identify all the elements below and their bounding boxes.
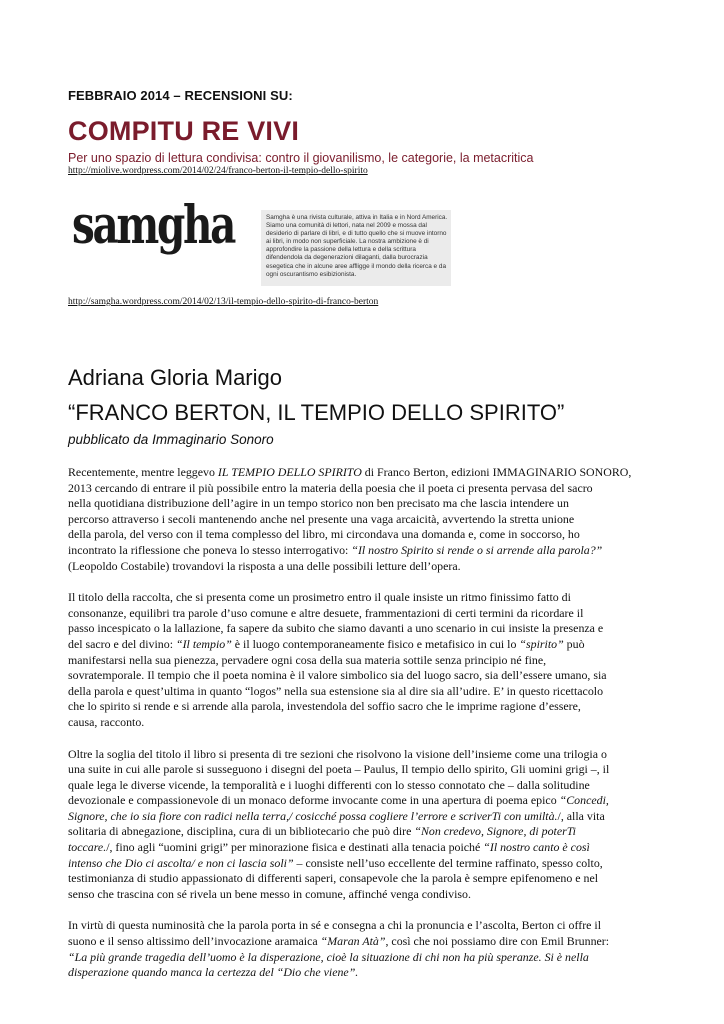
text-segment: sovratemporale. Il tempio che il poeta nomina è il valore simbolico sia del luogo sacro, sia dell’essere umano, sia	[68, 668, 607, 683]
italic-text: IL TEMPIO DELLO SPIRITO	[217, 465, 362, 479]
paragraph-line	[68, 684, 656, 700]
italic-text: intenso che Dio ci ascolta/ e non ci lascia soli”	[68, 855, 294, 870]
paragraph-line	[68, 747, 656, 763]
italic-text: “Il nostro canto è così	[483, 840, 590, 855]
text-segment: del sacro e del divino:	[68, 636, 176, 651]
text-segment: solitaria di abnegazione, disciplina, cura di un bibliotecario che può dire	[68, 824, 415, 839]
text-segment: /, alla vita	[557, 808, 605, 823]
samgha-logo: samgha	[72, 195, 235, 256]
paragraph-line	[68, 637, 656, 653]
text-segment: causa, racconto.	[68, 714, 145, 729]
samgha-link[interactable]: http://samgha.wordpress.com/2014/02/13/il-tempio-dello-spirito-di-franco-berton	[68, 297, 379, 307]
text-segment: (Leopoldo Costabile) trovandovi la risposta a una delle possibili letture dell’opera.	[68, 558, 461, 573]
article-paragraph	[68, 465, 656, 574]
paragraph-line	[68, 950, 656, 966]
text-segment: suono e il senso altissimo dell’invocazione aramaica	[68, 934, 321, 949]
text-segment: , così che noi possiamo dire con Emil Brunner:	[385, 934, 610, 949]
text-segment: manifestarsi nella sua pienezza, pervadere ogni cosa della sua materia sottile senza principio né fine,	[68, 652, 547, 667]
article-paragraph	[68, 747, 656, 903]
text-segment: – consiste nell’uso eccellente del termine raffinato, spesso colto,	[293, 855, 603, 870]
paragraph-line	[68, 699, 656, 715]
text-segment: quale lega le diverse vicende, la temporalità e i luoghi differenti con lo stesso connotato che – dalla solitudine	[68, 777, 590, 792]
text-segment: In virtù di questa numinosità che la parola porta in sé e consegna a chi la pronuncia e l’ascolta, Berton ci offre il	[68, 918, 602, 933]
text-segment: Il titolo della raccolta, che si presenta come un prosimetro entro il quale insiste un ritmo finissimo fatto di	[68, 590, 571, 605]
paragraph-line	[68, 824, 656, 840]
article-body	[68, 465, 656, 997]
paragraph-line	[68, 840, 656, 856]
paragraph-line	[68, 965, 656, 981]
text-segment: consonanze, equilibri tra parole d’uso comune e altre desuete, frammentazioni di certi termini da ricordare il	[68, 605, 584, 620]
text-segment: Recentemente, mentre leggevo	[68, 465, 218, 479]
text-segment: 2013 cercando di entrare il più possibile entro la materia della poesia che il poeta ci presenta pervasa del sacro	[68, 480, 593, 495]
paragraph-line	[68, 871, 656, 887]
paragraph-line	[68, 465, 656, 481]
text-segment: della parola, del verso con il tema complesso del libro, mi circondava una domanda e, come in soccorso, ho	[68, 527, 580, 542]
article-title: “FRANCO BERTON, IL TEMPIO DELLO SPIRITO”	[68, 400, 565, 425]
paragraph-line	[68, 762, 656, 778]
italic-text: “La più grande tragedia dell’uomo è la disperazione, cioè la situazione di chi non ha più speranze. Si è nella	[68, 949, 589, 964]
compitu-link[interactable]: http://miolive.wordpress.com/2014/02/24/franco-berton-il-tempio-dello-spirito	[68, 166, 368, 176]
italic-text: “Concedi,	[559, 793, 609, 808]
site-title: COMPITU RE VIVI	[68, 116, 300, 146]
paragraph-line	[68, 918, 656, 934]
review-date-header: FEBBRAIO 2014 – RECENSIONI SU:	[68, 88, 293, 103]
paragraph-line	[68, 934, 656, 950]
italic-text: toccare.	[68, 840, 107, 855]
paragraph-line	[68, 527, 656, 543]
paragraph-line	[68, 559, 656, 575]
italic-text: “Il tempio”	[175, 636, 232, 651]
paragraph-line	[68, 621, 656, 637]
italic-text: disperazione quando manca la certezza del “Dio che viene”.	[68, 965, 359, 980]
text-segment: che lo spirito si rende e si arrende alla parola, investendola del soffio sacro che le imprime ragione d’essere,	[68, 699, 581, 714]
site-subtitle: Per uno spazio di lettura condivisa: contro il giovanilismo, le categorie, la metacritica	[68, 151, 534, 165]
paragraph-line	[68, 481, 656, 497]
text-segment: Oltre la soglia del titolo il libro si presenta di tre sezioni che risolvono la visione dell’insieme come una trilogia o	[68, 746, 607, 761]
article-paragraph	[68, 590, 656, 730]
text-segment: è il luogo contemporaneamente fisico e metafisico in cui lo	[231, 636, 520, 651]
paragraph-line	[68, 496, 656, 512]
italic-text: Signore, che io sia fiore con radici nella terra,/ cosicché possa cogliere l’errore e scriverTi con umiltà.	[68, 808, 558, 823]
article-author: Adriana Gloria Marigo	[68, 365, 282, 390]
paragraph-line	[68, 668, 656, 684]
paragraph-line	[68, 778, 656, 794]
text-segment: devozionale e compassionevole di un monaco deforme invocante come in una apertura di poema epico	[68, 793, 560, 808]
italic-text: “spirito”	[519, 636, 564, 651]
text-segment: incontrato la riflessione che poneva lo stesso interrogativo:	[68, 542, 352, 557]
paragraph-line	[68, 715, 656, 731]
paragraph-line	[68, 512, 656, 528]
text-segment: /, fino agli “uomini grigi” per minorazione fisica e destinati alla tenacia poiché	[106, 840, 484, 855]
text-segment: percorso attraverso i secoli mantenendo anche nel presente una vaga arcaicità, avvertendo la stretta unione	[68, 511, 575, 526]
italic-text: “Non credevo, Signore, di poterTi	[414, 824, 576, 839]
text-segment: della parola e quest’ultima in quanto “logos” nella sua estensione sia al dire sia all’udire. E’ in questo ricettacolo	[68, 683, 604, 698]
text-segment: senso che trascina con sé rivela un bene messo in comune, affinché venga condiviso.	[68, 886, 471, 901]
article-published-by: pubblicato da Immaginario Sonoro	[68, 432, 274, 447]
paragraph-line	[68, 590, 656, 606]
paragraph-line	[68, 653, 656, 669]
italic-text: “Maran Atà”	[320, 934, 386, 949]
text-segment: passo incespicato o la lallazione, fa sapere da subito che siamo davanti a uno scenario in cui insiste la presenza e	[68, 621, 604, 636]
paragraph-line	[68, 543, 656, 559]
samgha-description: Samgha è una rivista culturale, attiva in Italia e in Nord America. Siamo una comunità di lettori, nata nel 2009 e mossa dal desiderio di parlare di libri, e di tutto quello che si muove intorno ai libri, in modo non superficiale. La nostra ambizione è di approfondire la passione della lettura e della scrittura difendendola da degenerazioni dilaganti, dalla burocrazia esegetica che in alcune aree affligge il mondo della ricerca e da ogni oscurantismo esibizionista.	[266, 214, 448, 278]
text-segment: nella quotidiana distribuzione dell’agire in un tempo storico non ben precisato ma che lascia intendere un	[68, 496, 569, 511]
paragraph-line	[68, 887, 656, 903]
text-segment: testimonianza di studio appassionato di differenti saperi, consapevole che la parola è sempre epifenomeno e nel	[68, 871, 599, 886]
italic-text: “Il nostro Spirito si rende o si arrende alla parola?”	[351, 542, 603, 557]
text-segment: può	[563, 636, 585, 651]
paragraph-line	[68, 793, 656, 809]
paragraph-line	[68, 606, 656, 622]
text-segment: di Franco Berton, edizioni IMMAGINARIO SONORO,	[361, 465, 632, 479]
article-paragraph	[68, 918, 656, 980]
text-segment: una suite in cui alle parole si susseguono i disegni del poeta – Paulus, Il tempio dello spirito, Gli uomini grigi –, il	[68, 762, 610, 777]
paragraph-line	[68, 856, 656, 872]
paragraph-line	[68, 809, 656, 825]
